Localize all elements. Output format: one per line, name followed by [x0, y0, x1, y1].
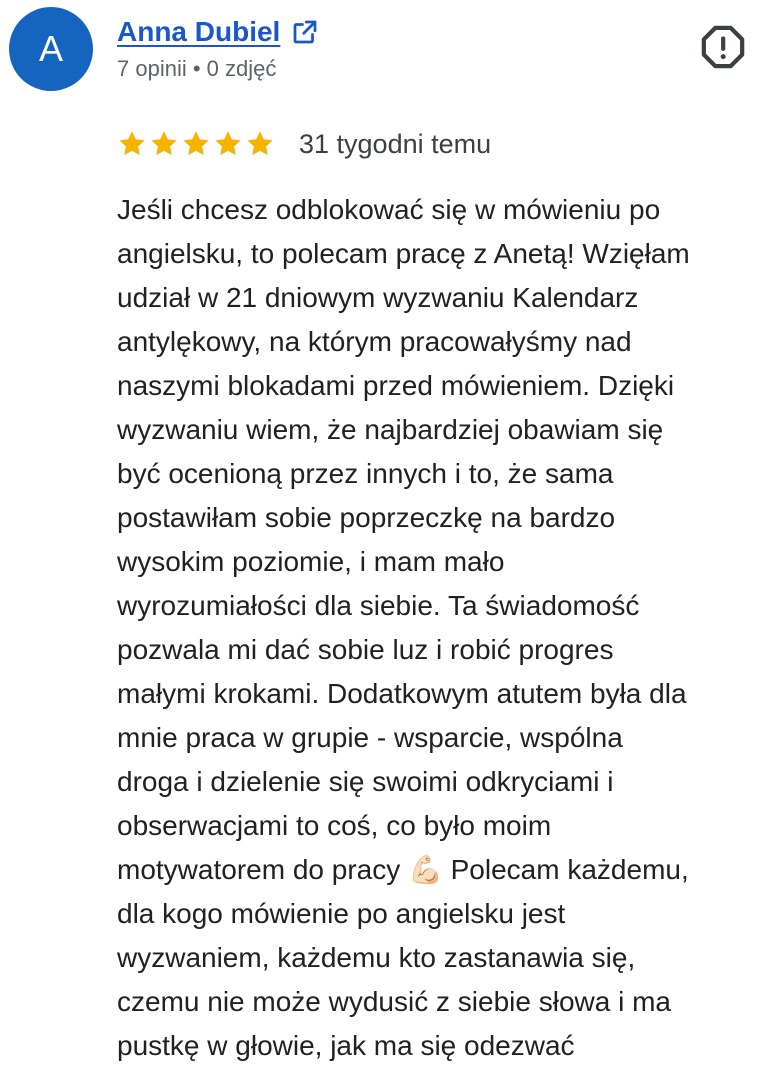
star-icon: [181, 129, 211, 159]
review-text: [117, 188, 765, 1068]
star-rating: [117, 129, 275, 159]
review-line: małymi krokami. Dodatkowym atutem była dla: [117, 678, 687, 709]
review-line: być ocenioną przez innych i to, że sama: [117, 458, 614, 489]
review-line: dla kogo mówienie po angielsku jest: [117, 898, 566, 929]
review-line: obserwacjami to coś, co było moim: [117, 810, 552, 841]
rating-row: [117, 122, 491, 166]
review-line: Jeśli chcesz odblokować się w mówieniu po: [117, 194, 661, 225]
author-meta: 7 opinii • 0 zdjęć: [117, 56, 277, 81]
review-line: mnie praca w grupie - wsparcie, wspólna: [117, 722, 623, 753]
review-line: wysokim poziomie, i mam mało: [117, 546, 505, 577]
review-line: angielsku, to polecam pracę z Anetą! Wzięłam: [117, 238, 690, 269]
review-time: 31 tygodni temu: [299, 128, 492, 159]
star-icon: [245, 129, 275, 159]
avatar[interactable]: [9, 7, 93, 91]
star-icon: [149, 129, 179, 159]
review-line: droga i dzielenie się swoimi odkryciami i: [117, 766, 614, 797]
review-line: motywatorem do pracy 💪🏻 Polecam każdemu,: [117, 854, 689, 885]
review-line: pustkę w głowie, jak ma się odezwać: [117, 1030, 575, 1061]
star-icon: [117, 129, 147, 159]
review-line: naszymi blokadami przed mówieniem. Dzięki: [117, 370, 675, 401]
review-line: udział w 21 dniowym wyzwaniu Kalendarz: [117, 282, 639, 313]
star-icon: [213, 129, 243, 159]
review-line: wyrozumiałości dla siebie. Ta świadomość: [117, 590, 640, 621]
avatar-initial: A: [38, 28, 63, 69]
review-line: czemu nie może wydusić z siebie słowa i ma: [117, 986, 671, 1017]
report-icon[interactable]: [700, 24, 746, 70]
author-row: [117, 12, 320, 52]
review-line: pozwala mi dać sobie luz i robić progres: [117, 634, 614, 665]
review-line: wyzwaniem, każdemu kto zastanawia się,: [117, 942, 636, 973]
review-line: wyzwaniu wiem, że najbardziej obawiam się: [117, 414, 664, 445]
external-link-icon[interactable]: [290, 17, 320, 47]
author-name-link[interactable]: Anna Dubiel: [117, 16, 281, 47]
review-line: postawiłam sobie poprzeczkę na bardzo: [117, 502, 616, 533]
review-line: antylękowy, na którym pracowałyśmy nad: [117, 326, 632, 357]
